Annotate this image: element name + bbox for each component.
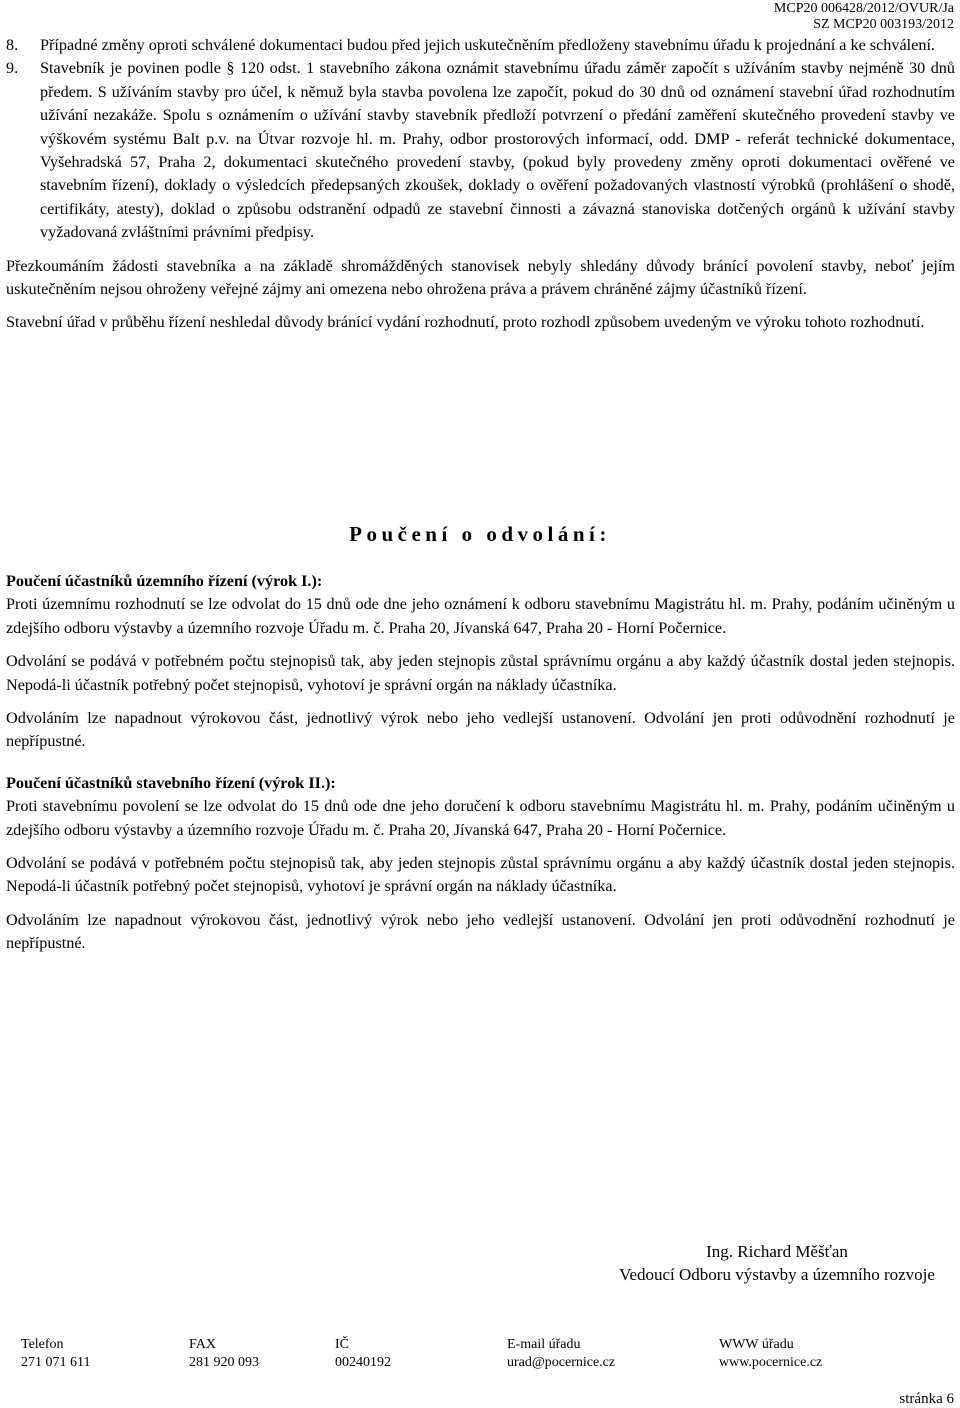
appeal-paragraph: Proti územnímu rozhodnutí se lze odvolat do 15 dnů ode dne jeho oznámení k odboru stavebnímu Magistrátu hl. m. Prahy, podáním učiněným u zdejšího odboru výstavby a územního rozvoje Úřadu m. č. Praha 20, Jívanská 647, Praha 20 - Horní Počernice. [6, 595, 955, 637]
footer-value: 271 071 611 [21, 1355, 91, 1370]
footer-email [507, 1336, 615, 1372]
item-number: 8. [6, 36, 19, 54]
signature-block [612, 1240, 942, 1286]
item-number: 9. [6, 59, 19, 78]
footer-value[interactable]: www.pocernice.cz [719, 1355, 823, 1370]
footer-ico [335, 1336, 391, 1372]
footer-label: WWW úřadu [719, 1337, 794, 1352]
footer-label: Telefon [21, 1337, 64, 1352]
list-item [6, 34, 955, 57]
signatory-position: Vedoucí Odboru výstavby a územního rozvoje [619, 1265, 935, 1284]
appeal-paragraph: Odvolání se podává v potřebném počtu stejnopisů tak, aby jeden stejnopis zůstal správnímu orgánu a aby každý účastník dostal jeden stejnopis. Nepodá-li účastník potřebný počet stejnopisů, vyhotoví je správní orgán na náklady účastníka. [6, 652, 955, 694]
list-item [6, 57, 955, 244]
footer-label: FAX [189, 1337, 216, 1352]
appeal-instructions [6, 570, 955, 956]
appeal-heading: Poučení o odvolání: [349, 522, 611, 546]
item-text: Případné změny oproti schválené dokumentaci budou před jejich uskutečněním předloženy stavebnímu úřadu k projednání a ke schválení. [40, 36, 935, 54]
appeal-paragraph: Proti stavebnímu povolení se lze odvolat do 15 dnů ode dne jeho doručení k odboru stavebnímu Magistrátu hl. m. Prahy, podáním učiněným u zdejšího odboru výstavby a územního rozvoje Úřadu m. č. Praha 20, Jívanská 647, Praha 20 - Horní Počernice. [6, 797, 955, 839]
section-title-building: Poučení účastníků stavebního řízení (výrok II.): [6, 773, 336, 792]
footer-phone [21, 1336, 90, 1372]
appeal-paragraph: Odvoláním lze napadnout výrokovou část, jednotlivý výrok nebo jeho vedlejší ustanovení. Odvolání jen proti odůvodnění rozhodnutí je nepřípustné. [6, 910, 955, 953]
footer-web [719, 1336, 822, 1372]
footer-fax [189, 1336, 259, 1372]
document-reference [774, 1, 954, 33]
decision-paragraph: Stavební úřad v průběhu řízení neshledal důvody bránící vydání rozhodnutí, proto rozhodl způsobem uvedeným ve výroku tohoto rozhodnutí. [6, 313, 925, 332]
footer-label: IČ [335, 1337, 349, 1352]
document-body [6, 34, 955, 335]
footer-value: 281 920 093 [189, 1355, 259, 1370]
reference-number: MCP20 006428/2012/OVUR/Ja [773, 1, 954, 16]
appeal-paragraph: Odvoláním lze napadnout výrokovou část, jednotlivý výrok nebo jeho vedlejší ustanovení. Odvolání jen proti odůvodnění rozhodnutí je nepřípustné. [6, 709, 955, 751]
signatory-name: Ing. Richard Měšťan [706, 1242, 848, 1261]
page-number: stránka 6 [899, 1391, 954, 1407]
footer-value[interactable]: urad@pocernice.cz [507, 1355, 616, 1370]
section-title-zoning: Poučení účastníků územního řízení (výrok I.): [6, 572, 323, 590]
reference-number-sz: SZ MCP20 003193/2012 [813, 17, 954, 32]
footer-value: 00240192 [335, 1355, 391, 1370]
footer-label: E-mail úřadu [507, 1337, 581, 1352]
item-text: Stavebník je povinen podle § 120 odst. 1 stavebního zákona oznámit stavebnímu úřadu záměr započít s užíváním stavby nejméně 30 dnů předem. S užíváním stavby pro účel, k němuž byla stavba povolena lze započít, pokud do 30 dnů od oznámení stavební úřad rozhodnutím užívání nezakáže. Spolu s oznámením o užívání stavby stavebník předloží potvrzení o předání zaměření skutečného provedení stavby ve výškovém systému Balt p.v. na Útvar rozvoje hl. m. Prahy, odbor prostorových informací, odd. DMP - referát technické dokumentace, Vyšehradská 57, Praha 2, dokumentaci skutečného provedení stavby, (pokud byly provedeny změny oproti dokumentaci ověřené ve stavebním řízení), doklady o výsledcích předepsaných zkoušek, doklady o ověření požadovaných vlastností výrobků (prohlášení o shodě, certifikáty, atesty), doklad o způsobu odstranění odpadů ze stavební činnosti a závazná stanoviska dotčených orgánů k užívání stavby vyžadovaná zvláštními právními předpisy. [40, 59, 955, 242]
appeal-paragraph: Odvolání se podává v potřebném počtu stejnopisů tak, aby jeden stejnopis zůstal správnímu orgánu a aby každý účastník dostal jeden stejnopis. Nepodá-li účastník potřebný počet stejnopisů, vyhotoví je správní orgán na náklady účastníka. [6, 854, 955, 896]
justification-paragraph: Přezkoumáním žádosti stavebníka a na základě shromážděných stanovisek nebyly shledány důvody bránící povolení stavby, neboť jejím uskutečněním nejsou ohroženy veřejné zájmy ani omezena nebo ohrožena práva a právem chráněné zájmy účastníků řízení. [6, 256, 955, 299]
